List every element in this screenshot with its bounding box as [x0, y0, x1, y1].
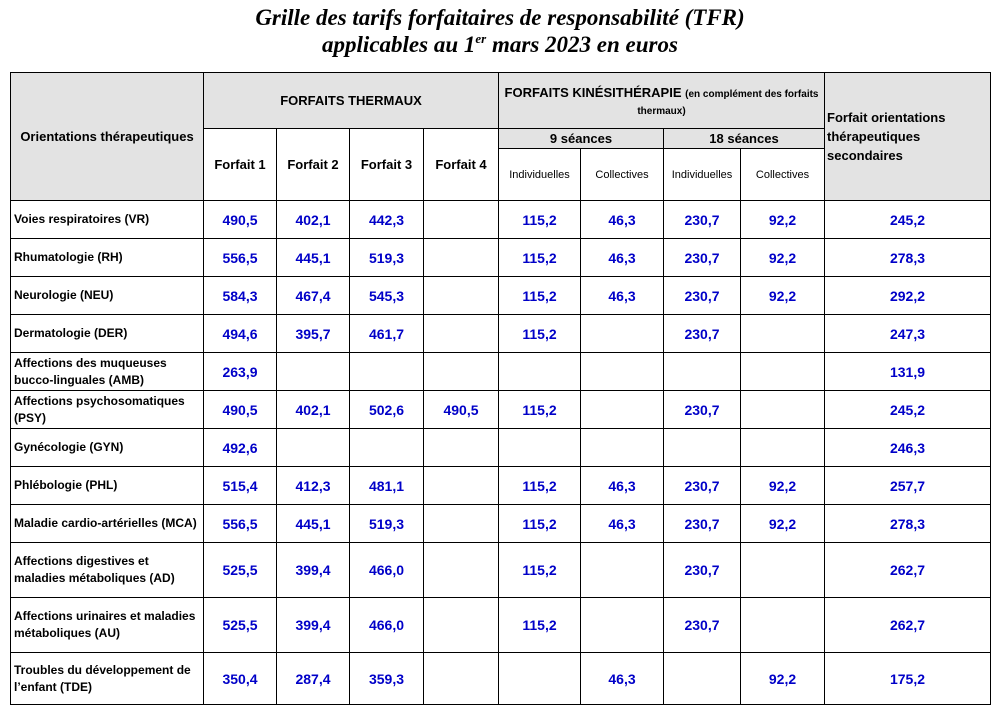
header-18-seances: 18 séances: [664, 129, 825, 149]
header-forfait-4: Forfait 4: [424, 129, 499, 201]
header-9-seances: 9 séances: [499, 129, 664, 149]
table-row: [11, 239, 991, 277]
value-18-collectives: [741, 391, 825, 429]
value-18-individuelles: 230,7: [664, 239, 741, 277]
table-row: [11, 315, 991, 353]
value-9-collectives: 46,3: [581, 277, 664, 315]
header-secondaires: Forfait orientations thérapeutiques secondaires: [825, 73, 991, 201]
value-9-collectives: [581, 315, 664, 353]
value-9-collectives: [581, 543, 664, 598]
value-18-collectives: 92,2: [741, 653, 825, 705]
value-forfait-2: 402,1: [277, 391, 350, 429]
value-secondaires: 262,7: [825, 543, 991, 598]
value-forfait-2: [277, 353, 350, 391]
value-18-collectives: 92,2: [741, 505, 825, 543]
tariff-table: [10, 72, 991, 705]
value-forfait-1: 263,9: [204, 353, 277, 391]
value-forfait-2: 402,1: [277, 201, 350, 239]
title-line-2-start: applicables au 1: [322, 32, 476, 57]
value-9-individuelles: 115,2: [499, 315, 581, 353]
table-row: [11, 201, 991, 239]
header-forfaits-thermaux: FORFAITS THERMAUX: [204, 73, 499, 129]
value-9-collectives: [581, 391, 664, 429]
row-label: Neurologie (NEU): [11, 277, 204, 315]
row-label: Maladie cardio-artérielles (MCA): [11, 505, 204, 543]
row-label: Affections urinaires et maladies métaboliques (AU): [11, 598, 204, 653]
header-kine-note: (en complément des forfaits thermaux): [637, 89, 819, 117]
value-18-collectives: [741, 598, 825, 653]
value-18-individuelles: 230,7: [664, 598, 741, 653]
value-secondaires: 245,2: [825, 201, 991, 239]
value-forfait-4: [424, 315, 499, 353]
value-forfait-1: 490,5: [204, 201, 277, 239]
value-9-collectives: 46,3: [581, 201, 664, 239]
row-label: Affections des muqueuses bucco-linguales (AMB): [11, 353, 204, 391]
value-18-individuelles: [664, 429, 741, 467]
title-ordinal-suffix: er: [475, 31, 487, 46]
header-9-collectives: Collectives: [581, 149, 664, 201]
header-forfait-3: Forfait 3: [350, 129, 424, 201]
table-row: [11, 391, 991, 429]
value-9-individuelles: 115,2: [499, 277, 581, 315]
value-18-collectives: [741, 315, 825, 353]
value-forfait-2: 399,4: [277, 543, 350, 598]
value-9-collectives: [581, 429, 664, 467]
value-18-collectives: 92,2: [741, 239, 825, 277]
table-row: [11, 277, 991, 315]
value-18-individuelles: [664, 653, 741, 705]
value-forfait-3: 461,7: [350, 315, 424, 353]
value-9-individuelles: 115,2: [499, 239, 581, 277]
table-row: [11, 467, 991, 505]
value-forfait-4: [424, 467, 499, 505]
value-secondaires: 246,3: [825, 429, 991, 467]
title-line-2-end: mars 2023 en euros: [486, 32, 678, 57]
value-forfait-3: 519,3: [350, 505, 424, 543]
value-18-individuelles: 230,7: [664, 391, 741, 429]
value-forfait-2: [277, 429, 350, 467]
value-9-collectives: 46,3: [581, 653, 664, 705]
value-forfait-2: 395,7: [277, 315, 350, 353]
value-forfait-1: 556,5: [204, 239, 277, 277]
value-9-individuelles: [499, 353, 581, 391]
value-forfait-4: [424, 653, 499, 705]
value-18-individuelles: 230,7: [664, 505, 741, 543]
row-label: Rhumatologie (RH): [11, 239, 204, 277]
value-secondaires: 292,2: [825, 277, 991, 315]
value-9-individuelles: [499, 653, 581, 705]
value-forfait-4: [424, 277, 499, 315]
row-label: Voies respiratoires (VR): [11, 201, 204, 239]
value-forfait-4: 490,5: [424, 391, 499, 429]
value-forfait-1: 515,4: [204, 467, 277, 505]
row-label: Phlébologie (PHL): [11, 467, 204, 505]
value-forfait-1: 494,6: [204, 315, 277, 353]
value-9-collectives: 46,3: [581, 505, 664, 543]
value-18-collectives: [741, 353, 825, 391]
document-title: [0, 4, 1000, 58]
value-forfait-1: 492,6: [204, 429, 277, 467]
value-18-collectives: [741, 543, 825, 598]
value-forfait-4: [424, 505, 499, 543]
value-forfait-3: 442,3: [350, 201, 424, 239]
title-line-2: [0, 31, 1000, 58]
value-forfait-3: [350, 353, 424, 391]
value-forfait-2: 287,4: [277, 653, 350, 705]
value-forfait-2: 445,1: [277, 505, 350, 543]
value-forfait-4: [424, 598, 499, 653]
value-secondaires: 175,2: [825, 653, 991, 705]
value-secondaires: 245,2: [825, 391, 991, 429]
table-row: [11, 653, 991, 705]
value-9-collectives: [581, 598, 664, 653]
value-forfait-3: 466,0: [350, 543, 424, 598]
value-forfait-3: 481,1: [350, 467, 424, 505]
table-body: [11, 201, 991, 705]
value-forfait-2: 445,1: [277, 239, 350, 277]
value-9-collectives: 46,3: [581, 239, 664, 277]
table-header: [11, 73, 991, 201]
table-row: [11, 429, 991, 467]
title-line-1: Grille des tarifs forfaitaires de responsabilité (TFR): [255, 5, 745, 30]
header-18-collectives: Collectives: [741, 149, 825, 201]
table-row: [11, 505, 991, 543]
header-kine-title: FORFAITS KINÉSITHÉRAPIE: [504, 85, 682, 100]
header-forfait-2: Forfait 2: [277, 129, 350, 201]
value-9-collectives: [581, 353, 664, 391]
table-row: [11, 353, 991, 391]
value-18-individuelles: 230,7: [664, 467, 741, 505]
table-row: [11, 598, 991, 653]
table-row: [11, 543, 991, 598]
value-18-collectives: 92,2: [741, 467, 825, 505]
value-forfait-1: 350,4: [204, 653, 277, 705]
value-forfait-3: 502,6: [350, 391, 424, 429]
value-18-individuelles: [664, 353, 741, 391]
value-9-individuelles: 115,2: [499, 543, 581, 598]
row-label: Troubles du développement de l’enfant (TDE): [11, 653, 204, 705]
value-forfait-1: 556,5: [204, 505, 277, 543]
value-secondaires: 257,7: [825, 467, 991, 505]
value-18-collectives: 92,2: [741, 201, 825, 239]
value-forfait-2: 467,4: [277, 277, 350, 315]
value-9-individuelles: 115,2: [499, 505, 581, 543]
value-forfait-3: 545,3: [350, 277, 424, 315]
value-forfait-1: 525,5: [204, 598, 277, 653]
value-18-collectives: 92,2: [741, 277, 825, 315]
value-9-individuelles: 115,2: [499, 391, 581, 429]
header-forfait-1: Forfait 1: [204, 129, 277, 201]
value-forfait-2: 412,3: [277, 467, 350, 505]
header-orientations: Orientations thérapeutiques: [11, 73, 204, 201]
value-forfait-4: [424, 543, 499, 598]
value-forfait-4: [424, 353, 499, 391]
row-label: Affections psychosomatiques (PSY): [11, 391, 204, 429]
value-forfait-3: 519,3: [350, 239, 424, 277]
value-forfait-2: 399,4: [277, 598, 350, 653]
value-forfait-4: [424, 201, 499, 239]
value-18-individuelles: 230,7: [664, 201, 741, 239]
value-9-individuelles: 115,2: [499, 467, 581, 505]
value-9-individuelles: 115,2: [499, 201, 581, 239]
value-18-individuelles: 230,7: [664, 543, 741, 598]
value-forfait-1: 490,5: [204, 391, 277, 429]
header-18-individuelles: Individuelles: [664, 149, 741, 201]
value-18-individuelles: 230,7: [664, 277, 741, 315]
value-forfait-3: 359,3: [350, 653, 424, 705]
value-forfait-4: [424, 429, 499, 467]
header-9-individuelles: Individuelles: [499, 149, 581, 201]
value-forfait-3: 466,0: [350, 598, 424, 653]
value-secondaires: 278,3: [825, 505, 991, 543]
row-label: Dermatologie (DER): [11, 315, 204, 353]
value-secondaires: 247,3: [825, 315, 991, 353]
value-9-collectives: 46,3: [581, 467, 664, 505]
row-label: Gynécologie (GYN): [11, 429, 204, 467]
value-9-individuelles: [499, 429, 581, 467]
value-18-individuelles: 230,7: [664, 315, 741, 353]
value-forfait-3: [350, 429, 424, 467]
value-secondaires: 131,9: [825, 353, 991, 391]
value-forfait-1: 525,5: [204, 543, 277, 598]
row-label: Affections digestives et maladies métaboliques (AD): [11, 543, 204, 598]
value-forfait-4: [424, 239, 499, 277]
value-9-individuelles: 115,2: [499, 598, 581, 653]
value-forfait-1: 584,3: [204, 277, 277, 315]
value-secondaires: 262,7: [825, 598, 991, 653]
value-18-collectives: [741, 429, 825, 467]
value-secondaires: 278,3: [825, 239, 991, 277]
header-forfaits-kinesitherapie: [499, 73, 825, 129]
